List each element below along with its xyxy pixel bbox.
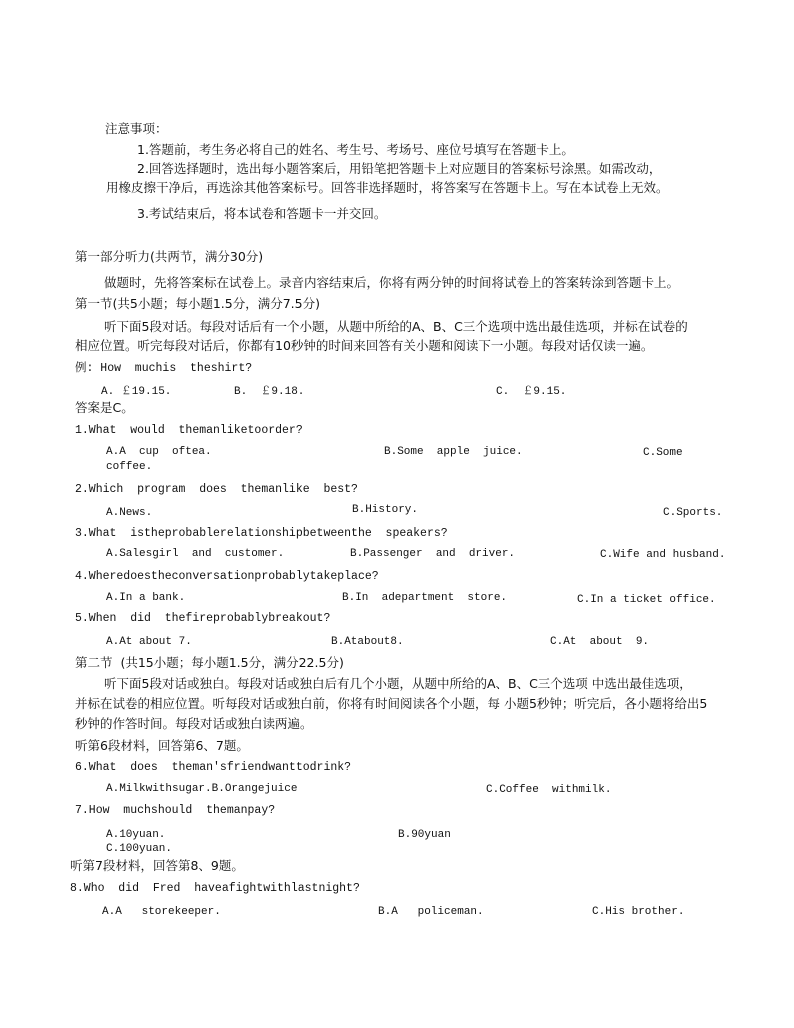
example-question: 例: How muchis theshirt? bbox=[75, 362, 253, 375]
section2-instruction-b: 并标在试卷的相应位置。听每段对话或独白前，你将有时间阅读各个小题，每 小题5秒钟；听完后，各小题将给出5 bbox=[75, 696, 708, 711]
q4-option-b: B.In adepartment store. bbox=[342, 592, 508, 604]
q1-option-c: C.Some bbox=[643, 447, 683, 459]
question-8: 8.Who did Fred haveafightwithlastnight? bbox=[70, 882, 360, 895]
example-option-a: A. ￡19.15. bbox=[101, 386, 172, 398]
material-6-heading: 听第6段材料，回答第6、7题。 bbox=[75, 738, 249, 753]
q7-option-b: B.90yuan bbox=[398, 829, 451, 841]
q1-option-b: B.Some apple juice. bbox=[384, 446, 523, 458]
q5-option-a: A.At about 7. bbox=[106, 636, 192, 648]
q7-option-c: C.100yuan. bbox=[106, 843, 173, 855]
question-2: 2.Which program does themanlike best? bbox=[75, 483, 358, 496]
q3-option-c: C.Wife and husband. bbox=[600, 549, 726, 561]
question-7: 7.How muchshould themanpay? bbox=[75, 804, 276, 817]
part1-heading: 第一部分听力(共两节，满分30分) bbox=[75, 249, 264, 264]
section2-instruction-c: 秒钟的作答时间。每段对话或独白读两遍。 bbox=[75, 716, 313, 731]
question-5: 5.When did thefireprobablybreakout? bbox=[75, 612, 331, 625]
q6-option-ab: A.Milkwithsugar.B.Orangejuice bbox=[106, 783, 298, 795]
q7-option-a: A.10yuan. bbox=[106, 829, 166, 841]
notice-title: 注意事项： bbox=[105, 121, 168, 136]
q4-option-c: C.In a ticket office. bbox=[577, 594, 716, 606]
question-3: 3.What istheprobablerelationshipbetweenthe speakers? bbox=[75, 527, 448, 540]
example-answer: 答案是C。 bbox=[75, 400, 134, 415]
q4-option-a: A.In a bank. bbox=[106, 592, 186, 604]
q2-option-b: B.History. bbox=[352, 504, 419, 516]
material-7-heading: 听第7段材料，回答第8、9题。 bbox=[70, 858, 244, 873]
q3-option-a: A.Salesgirl and customer. bbox=[106, 548, 285, 560]
notice-item-2a: 2.回答选择题时，选出每小题答案后，用铅笔把答题卡上对应题目的答案标号涂黑。如需改动， bbox=[137, 161, 662, 176]
section1-instruction-b: 相应位置。听完每段对话后，你都有10秒钟的时间来回答有关小题和阅读下一小题。每段对话仅读一遍。 bbox=[75, 338, 654, 353]
q1-option-c-cont: coffee. bbox=[106, 461, 153, 473]
example-option-b: B. ￡9.18. bbox=[234, 386, 305, 398]
q2-option-a: A.News. bbox=[106, 507, 153, 519]
section1-instruction-a: 听下面5段对话。每段对话后有一个小题，从题中所给的A、B、C三个选项中选出最佳选项，并标在试卷的 bbox=[104, 319, 688, 334]
question-1: 1.What would themanliketoorder? bbox=[75, 424, 303, 437]
part1-instruction: 做题时，先将答案标在试卷上。录音内容结束后，你将有两分钟的时间将试卷上的答案转涂到答题卡上。 bbox=[104, 275, 680, 290]
q5-option-b: B.Atabout8. bbox=[331, 636, 404, 648]
section2-instruction-a: 听下面5段对话或独白。每段对话或独白后有几个小题，从题中所给的A、B、C三个选项 中选出最佳选项， bbox=[104, 676, 692, 691]
q8-option-c: C.His brother. bbox=[592, 906, 685, 918]
notice-item-3: 3.考试结束后，将本试卷和答题卡一并交回。 bbox=[137, 206, 387, 221]
q3-option-b: B.Passenger and driver. bbox=[350, 548, 516, 560]
q1-option-a: A.A cup oftea. bbox=[106, 446, 212, 458]
question-4: 4.Wheredoestheconversationprobablytakeplace? bbox=[75, 570, 379, 583]
q6-option-c: C.Coffee withmilk. bbox=[486, 784, 612, 796]
q8-option-b: B.A policeman. bbox=[378, 906, 484, 918]
notice-item-1: 1.答题前，考生务必将自己的姓名、考生号、考场号、座位号填写在答题卡上。 bbox=[137, 142, 574, 157]
example-option-c: C. ￡9.15. bbox=[496, 386, 567, 398]
section1-heading: 第一节(共5小题；每小题1.5分，满分7.5分) bbox=[75, 296, 320, 311]
section2-heading: 第二节 (共15小题；每小题1.5分，满分22.5分) bbox=[75, 655, 344, 670]
q5-option-c: C.At about 9. bbox=[550, 636, 650, 648]
q8-option-a: A.A storekeeper. bbox=[102, 906, 221, 918]
notice-item-2b: 用橡皮擦干净后，再选涂其他答案标号。回答非选择题时，将答案写在答题卡上。写在本试卷上无效。 bbox=[106, 180, 669, 195]
question-6: 6.What does theman'sfriendwanttodrink? bbox=[75, 761, 352, 774]
q2-option-c: C.Sports. bbox=[663, 507, 723, 519]
